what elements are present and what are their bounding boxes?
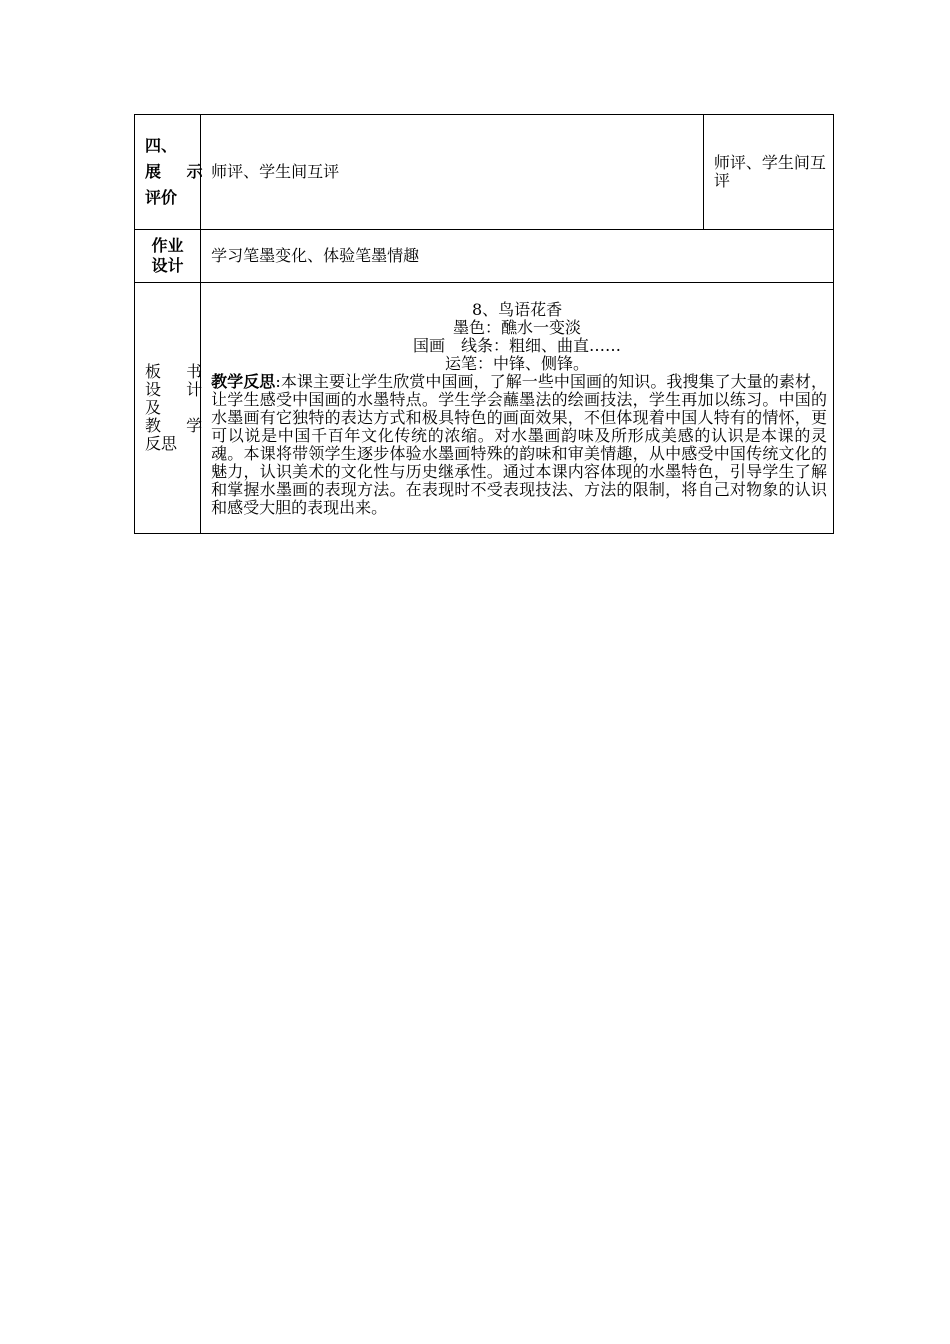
board-line: 运笔：中锋、侧锋。 [445,354,590,373]
row-label-line: 反思 [145,434,178,453]
row-label-cell [135,230,201,283]
row-label-line: 设计 [151,256,184,275]
row-label-line: 板 书 [145,362,213,381]
table-row-display-evaluation [135,115,834,230]
row-label-line: 评价 [145,188,178,207]
row-label-line: 及 [145,398,162,417]
reflection-label: 教学反思 [211,372,276,391]
content-cell [201,283,834,534]
board-line: 8、鸟语花香 [471,300,563,319]
content-cell [201,115,704,230]
reflection-text: :本课主要让学生欣赏中国画，了解一些中国画的知识。我搜集了大量的素材，让学生感受中国画的水墨特点。学生学会蘸墨法的绘画技法，学生再加以练习。中国的水墨画有它独特的表达方式和极具特色的画面效果，不但体现着中国人特有的情怀，更可以说是中国千百年文化传统的浓缩。对水墨画韵味及所形成美感的认识是本课的灵魂。本课将带领学生逐步体验水墨画特殊的韵味和审美情趣，从中感受中国传统文化的魅力，认识美术的文化性与历史继承性。通过本课内容体现的水墨特色，引导学生了解和掌握水墨画的表现方法。在表现时不受表现技法、方法的限制，将自己对物象的认识和感受大胆的表现出来。 [211,372,827,517]
table-row-board-and-reflection [135,283,834,534]
row-label-line: 展 示 [145,162,213,181]
row-label-line: 设 计 [145,380,213,399]
row-label-cell [135,283,213,534]
row-content: 师评、学生间互评 [211,162,340,181]
row-label [135,133,213,211]
board-line: 国画 线条：粗细、曲直…… [413,336,622,355]
row-label [135,362,213,453]
content-cell [201,230,834,283]
row-label-line: 教 学 [145,416,213,435]
row-label-cell [135,115,213,230]
row-label-line: 作业 [151,236,184,255]
right-cell [703,115,833,230]
teaching-reflection [201,373,833,517]
row-right-content: 师评、学生间互评 [713,153,826,190]
row-label [135,236,200,276]
table-row-homework [135,230,834,283]
board-design [201,299,833,373]
lesson-plan-table [134,114,834,534]
row-label-line: 四、 [145,136,178,155]
row-content: 学习笔墨变化、体验笔墨情趣 [211,246,420,265]
board-line: 墨色：醮水一变淡 [453,318,582,337]
